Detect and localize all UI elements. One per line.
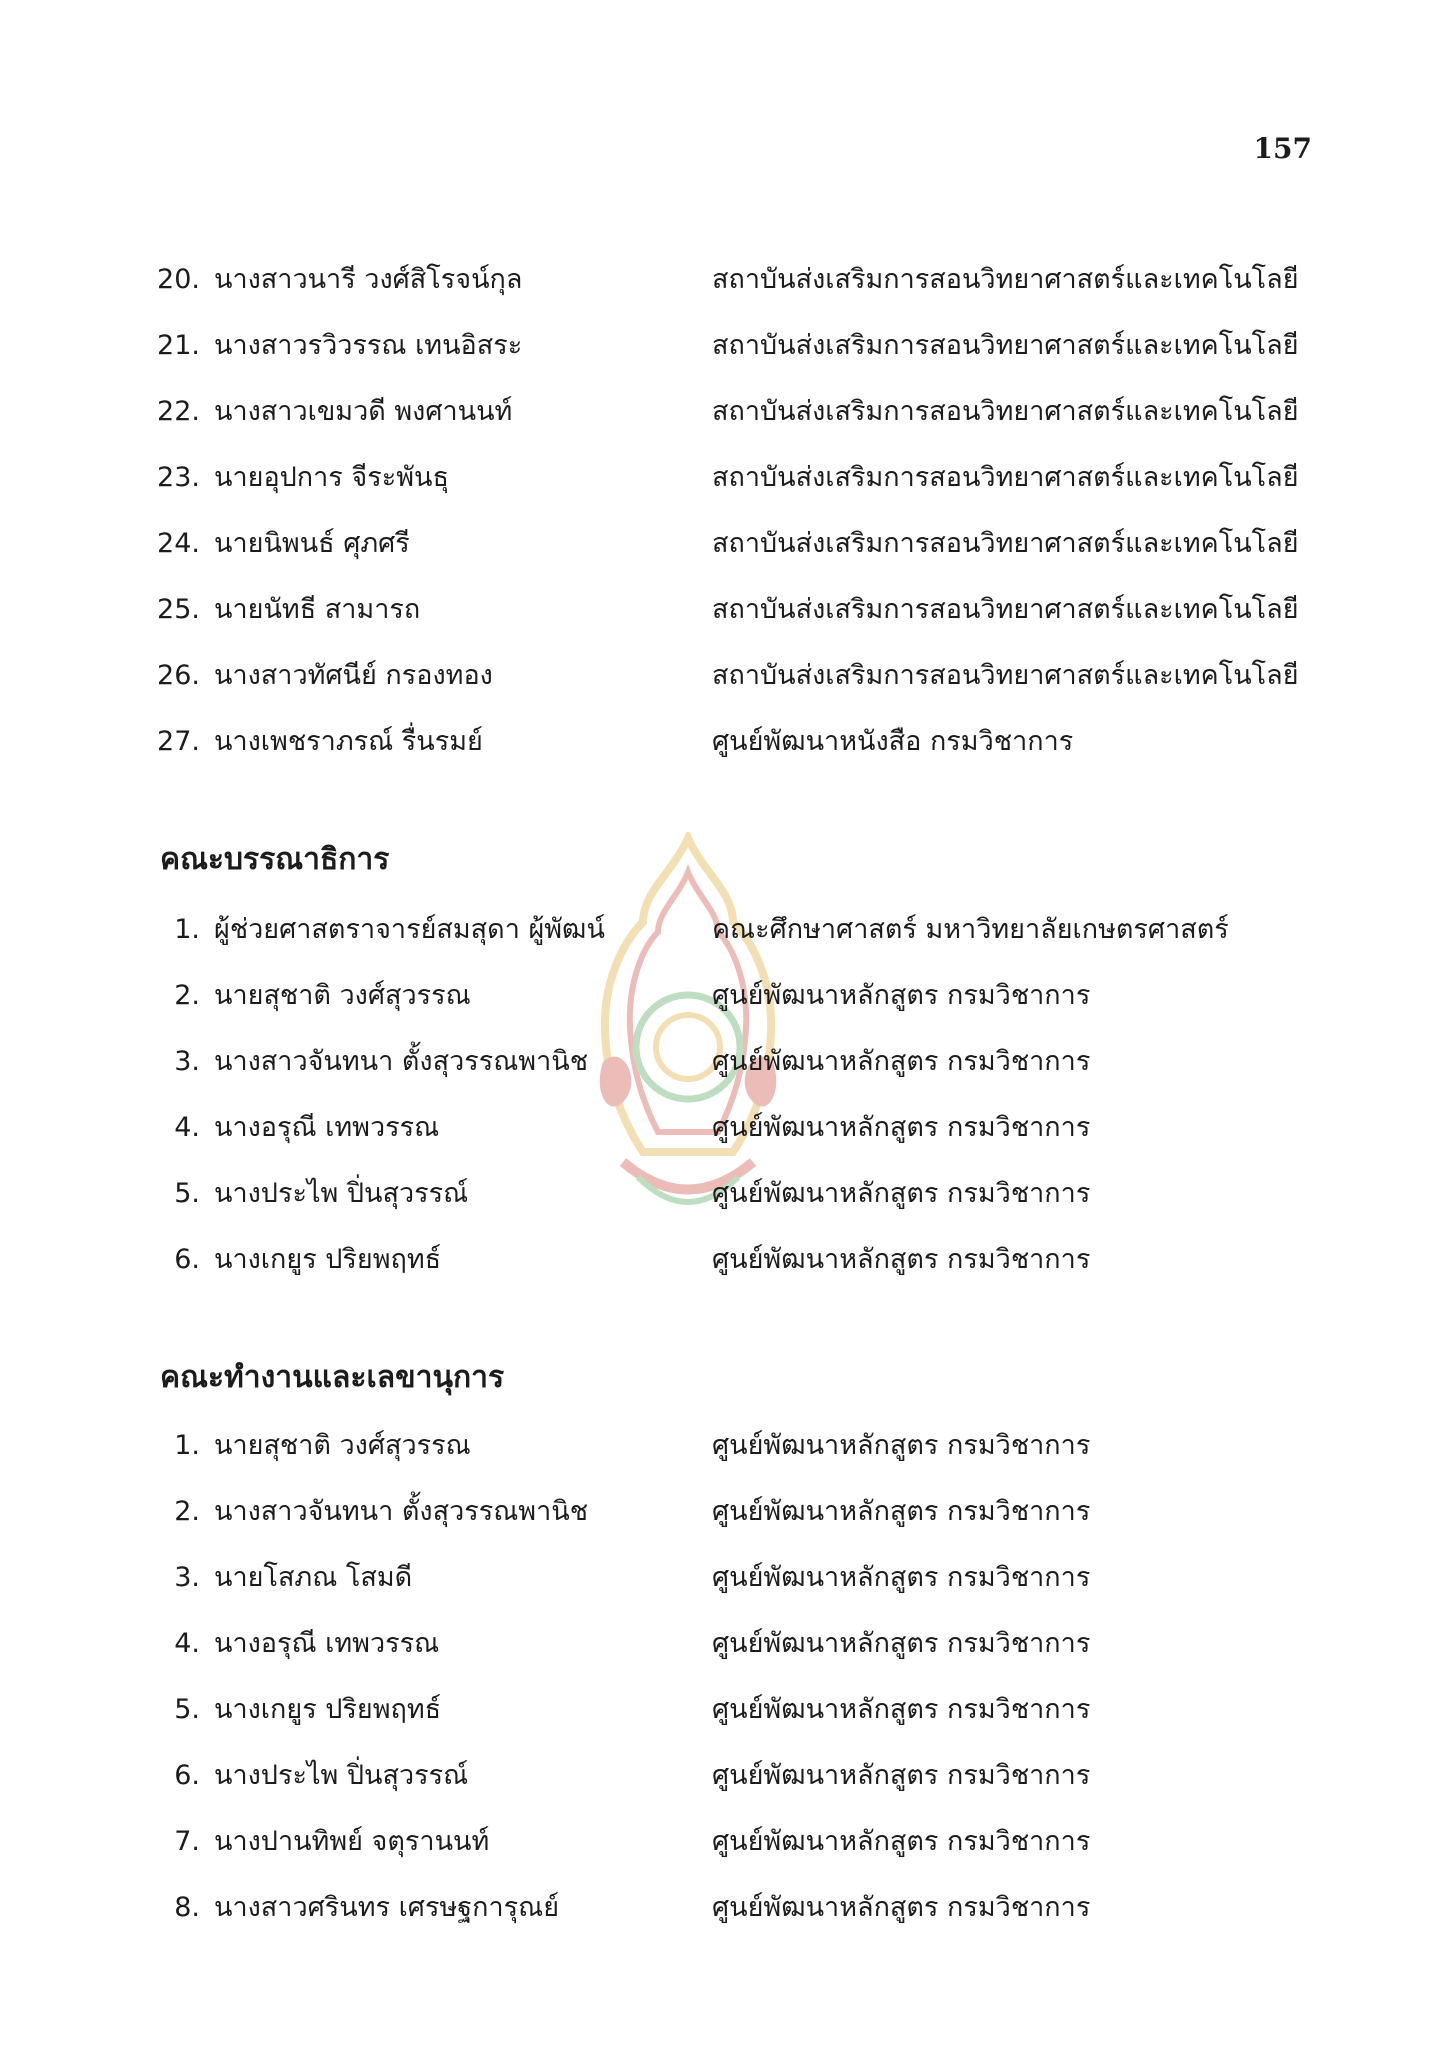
list-item: [0, 720, 1456, 764]
person-name: นางเพชราภรณ์ รื่นรมย์: [214, 726, 483, 757]
list-item: [0, 1238, 1456, 1282]
item-number: 6.: [174, 1760, 200, 1791]
list-item: [0, 908, 1456, 952]
person-name: นางสาวเขมวดี พงศานนท์: [214, 396, 513, 427]
section-heading-secretariat: คณะทำงานและเลขานุการ: [160, 1360, 505, 1395]
organization: สถาบันส่งเสริมการสอนวิทยาศาสตร์และเทคโนโลยี: [712, 462, 1299, 493]
organization: คณะศึกษาศาสตร์ มหาวิทยาลัยเกษตรศาสตร์: [712, 914, 1229, 945]
organization: สถาบันส่งเสริมการสอนวิทยาศาสตร์และเทคโนโลยี: [712, 330, 1299, 361]
organization: ศูนย์พัฒนาหลักสูตร กรมวิชาการ: [712, 1496, 1091, 1527]
item-number: 2.: [174, 1496, 200, 1527]
list-item: [0, 522, 1456, 566]
organization: ศูนย์พัฒนาหลักสูตร กรมวิชาการ: [712, 1046, 1091, 1077]
person-name: นางอรุณี เทพวรรณ: [214, 1112, 440, 1143]
item-number: 24.: [157, 528, 200, 559]
section-heading-editorial: คณะบรรณาธิการ: [160, 842, 390, 877]
person-name: นายโสภณ โสมดี: [214, 1562, 413, 1593]
list-item: [0, 1820, 1456, 1864]
organization: สถาบันส่งเสริมการสอนวิทยาศาสตร์และเทคโนโลยี: [712, 594, 1299, 625]
list-item: [0, 1688, 1456, 1732]
organization: ศูนย์พัฒนาหลักสูตร กรมวิชาการ: [712, 1628, 1091, 1659]
person-name: นางเกยูร ปริยพฤทธ์: [214, 1694, 442, 1725]
page-number: 157: [1253, 132, 1312, 165]
item-number: 8.: [174, 1892, 200, 1923]
list-item: [0, 1886, 1456, 1930]
list-item: [0, 1622, 1456, 1666]
person-name: นายสุชาติ วงศ์สุวรรณ: [214, 980, 471, 1011]
list-item: [0, 258, 1456, 302]
person-name: นางอรุณี เทพวรรณ: [214, 1628, 440, 1659]
list-item: [0, 974, 1456, 1018]
organization: สถาบันส่งเสริมการสอนวิทยาศาสตร์และเทคโนโลยี: [712, 396, 1299, 427]
list-item: [0, 1556, 1456, 1600]
organization: สถาบันส่งเสริมการสอนวิทยาศาสตร์และเทคโนโลยี: [712, 660, 1299, 691]
person-name: นางสาวรวิวรรณ เทนอิสระ: [214, 330, 523, 361]
list-item: [0, 654, 1456, 698]
list-item: [0, 1106, 1456, 1150]
item-number: 27.: [157, 726, 200, 757]
item-number: 21.: [157, 330, 200, 361]
person-name: นายนัทธี สามารถ: [214, 594, 421, 625]
organization: สถาบันส่งเสริมการสอนวิทยาศาสตร์และเทคโนโลยี: [712, 528, 1299, 559]
item-number: 4.: [174, 1112, 200, 1143]
organization: ศูนย์พัฒนาหนังสือ กรมวิชาการ: [712, 726, 1074, 757]
list-item: [0, 390, 1456, 434]
list-item: [0, 1424, 1456, 1468]
item-number: 26.: [157, 660, 200, 691]
person-name: นายสุชาติ วงศ์สุวรรณ: [214, 1430, 471, 1461]
list-item: [0, 1172, 1456, 1216]
item-number: 1.: [174, 1430, 200, 1461]
list-item: [0, 324, 1456, 368]
person-name: นางสาวศรินทร เศรษฐการุณย์: [214, 1892, 560, 1923]
item-number: 20.: [157, 264, 200, 295]
organization: ศูนย์พัฒนาหลักสูตร กรมวิชาการ: [712, 1244, 1091, 1275]
person-name: นางสาวนารี วงศ์สิโรจน์กุล: [214, 264, 523, 295]
organization: ศูนย์พัฒนาหลักสูตร กรมวิชาการ: [712, 1430, 1091, 1461]
list-item: [0, 588, 1456, 632]
item-number: 6.: [174, 1244, 200, 1275]
list-item: [0, 1040, 1456, 1084]
person-name: นางเกยูร ปริยพฤทธ์: [214, 1244, 442, 1275]
person-name: นางประไพ ปิ่นสุวรรณ์: [214, 1760, 469, 1791]
organization: ศูนย์พัฒนาหลักสูตร กรมวิชาการ: [712, 1826, 1091, 1857]
item-number: 4.: [174, 1628, 200, 1659]
person-name: นายนิพนธ์ ศุภศรี: [214, 528, 410, 559]
person-name: นางสาวทัศนีย์ กรองทอง: [214, 660, 493, 691]
list-item: [0, 1754, 1456, 1798]
item-number: 5.: [174, 1694, 200, 1725]
organization: ศูนย์พัฒนาหลักสูตร กรมวิชาการ: [712, 980, 1091, 1011]
item-number: 22.: [157, 396, 200, 427]
person-name: นางสาวจันทนา ตั้งสุวรรณพานิช: [214, 1046, 589, 1077]
person-name: นางประไพ ปิ่นสุวรรณ์: [214, 1178, 469, 1209]
organization: สถาบันส่งเสริมการสอนวิทยาศาสตร์และเทคโนโลยี: [712, 264, 1299, 295]
item-number: 3.: [174, 1046, 200, 1077]
item-number: 3.: [174, 1562, 200, 1593]
item-number: 1.: [174, 914, 200, 945]
organization: ศูนย์พัฒนาหลักสูตร กรมวิชาการ: [712, 1112, 1091, 1143]
organization: ศูนย์พัฒนาหลักสูตร กรมวิชาการ: [712, 1760, 1091, 1791]
person-name: นางสาวจันทนา ตั้งสุวรรณพานิช: [214, 1496, 589, 1527]
organization: ศูนย์พัฒนาหลักสูตร กรมวิชาการ: [712, 1562, 1091, 1593]
person-name: ผู้ช่วยศาสตราจารย์สมสุดา ผู้พัฒน์: [214, 914, 605, 945]
item-number: 5.: [174, 1178, 200, 1209]
item-number: 2.: [174, 980, 200, 1011]
person-name: นางปานทิพย์ จตุรานนท์: [214, 1826, 490, 1857]
organization: ศูนย์พัฒนาหลักสูตร กรมวิชาการ: [712, 1694, 1091, 1725]
organization: ศูนย์พัฒนาหลักสูตร กรมวิชาการ: [712, 1892, 1091, 1923]
list-item: [0, 1490, 1456, 1534]
person-name: นายอุปการ จีระพันธุ: [214, 462, 449, 493]
list-item: [0, 456, 1456, 500]
organization: ศูนย์พัฒนาหลักสูตร กรมวิชาการ: [712, 1178, 1091, 1209]
item-number: 7.: [174, 1826, 200, 1857]
item-number: 23.: [157, 462, 200, 493]
item-number: 25.: [157, 594, 200, 625]
